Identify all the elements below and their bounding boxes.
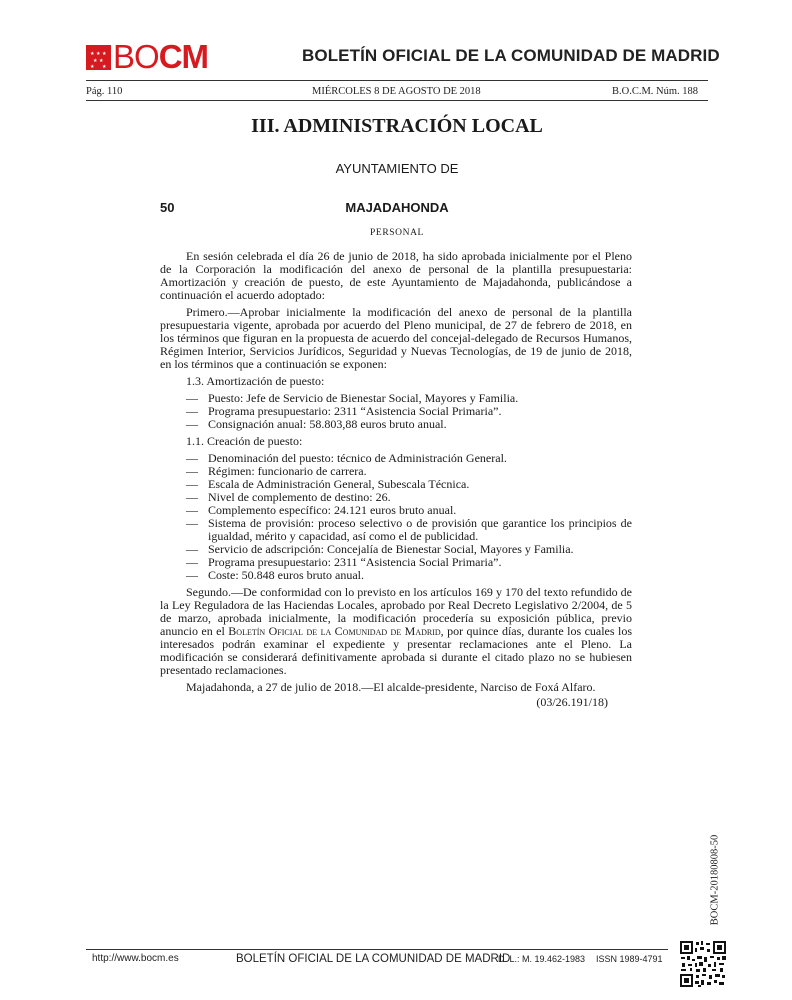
- bocm-logo: [86, 38, 209, 75]
- list-item: — Puesto: Jefe de Servicio de Bienestar Social, Mayores y Familia.: [186, 391, 519, 405]
- list-item: — Sistema de provisión: proceso selectivo o de provisión que garantice los principios de igualdad, mérito y capacidad, así como el de publicidad.: [186, 516, 632, 543]
- madrid-flag-icon: ★ ★ ★ ★ ★ ★ ★: [86, 45, 111, 70]
- amortizacion-list: [160, 392, 632, 431]
- list-item: — Régimen: funcionario de carrera.: [186, 464, 367, 478]
- header-rule: [86, 80, 708, 81]
- list-item: — Programa presupuestario: 2311 “Asistencia Social Primaria”.: [186, 555, 502, 569]
- meta-rule: [86, 100, 708, 101]
- issue-number: B.O.C.M. Núm. 188: [612, 86, 699, 97]
- list-item: — Servicio de adscripción: Concejalía de Bienestar Social, Mayores y Familia.: [186, 542, 574, 556]
- list-item: — Nivel de complemento de destino: 26.: [186, 490, 391, 504]
- bulletin-name-inline: Boletín Oficial de la Comunidad de Madrid: [228, 624, 441, 638]
- issn-number: ISSN 1989-4791: [596, 954, 663, 964]
- announcement-body: [160, 250, 632, 713]
- entity-heading: AYUNTAMIENTO DE: [335, 161, 459, 176]
- legal-deposit: D. L.: M. 19.462-1983: [498, 954, 586, 964]
- footer-title: BOLETÍN OFICIAL DE LA COMUNIDAD DE MADRID: [236, 953, 511, 965]
- amortizacion-heading: 1.3. Amortización de puesto:: [186, 374, 325, 388]
- footer-url[interactable]: http://www.bocm.es: [92, 953, 179, 964]
- primero-paragraph: Primero.—Aprobar inicialmente la modificación del anexo de personal de la plantilla presupuestaria vigente, aprobada por acuerdo del Pleno municipal, de 27 de febrero de 2018, en los términos que figuran en la propuesta de acuerdo del concejal-delegado de Recursos Humanos, Régimen Interior, Servicios Jurídicos, Seguridad y Nuevas Tecnologías, de 19 de junio de 2018, en los términos que a continuación se exponen:: [160, 305, 632, 371]
- footer-rule: [86, 949, 668, 950]
- list-item: — Coste: 50.848 euros bruto anual.: [186, 568, 364, 582]
- segundo-paragraph: Segundo.—De conformidad con lo previsto en los artículos 169 y 170 del texto refundido de la Ley Reguladora de las Haciendas Locales, aprobado por Real Decreto Legislativo 2/2004, de 5 de marzo, aprobada inicialmente, la modificación procedería su exposición pública, previo anuncio en el Boletín Oficial de la Comunidad de Madrid, por quince días, durante los cuales los interesados podrán examinar el expediente y presentar reclamaciones ante el Pleno. La modificación se considerará definitivamente aprobada si durante el citado plazo no se hubiesen presentado reclamaciones.: [160, 585, 632, 677]
- page-number: Pág. 110: [86, 86, 123, 97]
- creacion-list: [160, 452, 632, 582]
- reference-code: (03/26.191/18): [536, 695, 608, 709]
- announcement-number: 50: [160, 200, 175, 215]
- list-item: — Escala de Administración General, Subescala Técnica.: [186, 477, 470, 491]
- list-item: — Denominación del puesto: técnico de Administración General.: [186, 451, 507, 465]
- list-item: — Programa presupuestario: 2311 “Asistencia Social Primaria”.: [186, 404, 502, 418]
- category-label: PERSONAL: [370, 228, 424, 238]
- intro-paragraph: En sesión celebrada el día 26 de junio de 2018, ha sido aprobada inicialmente por el Pleno de la Corporación la modificación del anexo de personal de la plantilla presupuestaria: Amortización y creación de puesto, de este Ayuntamiento de Majadahonda, publicándose a continuación el acuerdo adoptado:: [160, 249, 632, 302]
- logo-text: BOCM: [113, 38, 209, 75]
- municipality-name: MAJADAHONDA: [345, 200, 449, 215]
- document-code: BOCM-20180808-50: [709, 834, 721, 926]
- issue-date: MIÉRCOLES 8 DE AGOSTO DE 2018: [312, 86, 481, 97]
- list-item: — Complemento específico: 24.121 euros bruto anual.: [186, 503, 457, 517]
- signature-line: Majadahonda, a 27 de julio de 2018.—El alcalde-presidente, Narciso de Foxá Alfaro.: [186, 680, 596, 694]
- section-heading: III. ADMINISTRACIÓN LOCAL: [251, 115, 543, 137]
- bulletin-title: BOLETÍN OFICIAL DE LA COMUNIDAD DE MADRID: [302, 46, 720, 65]
- qr-code-icon: [679, 940, 727, 988]
- creacion-heading: 1.1. Creación de puesto:: [186, 434, 303, 448]
- list-item: — Consignación anual: 58.803,88 euros bruto anual.: [186, 417, 447, 431]
